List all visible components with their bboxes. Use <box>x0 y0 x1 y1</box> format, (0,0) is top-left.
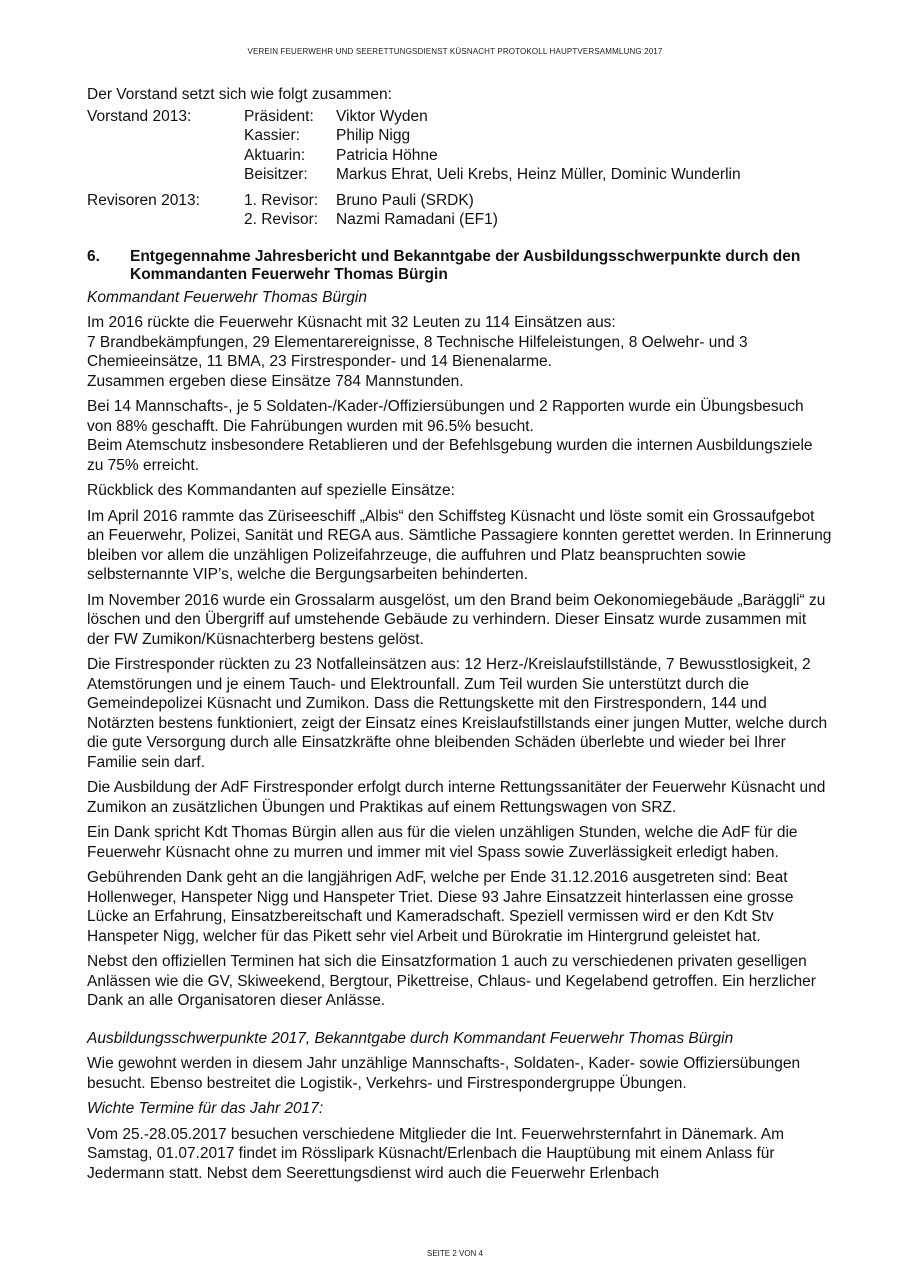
report-paragraph: Im November 2016 wurde ein Grossalarm ausgelöst, um den Brand beim Oekonomiegebäude „Baräggli“ zu löschen und den Übergriff auf umstehende Gebäude zu verhindern. Dieser Einsatz wurde zusammen mit der FW Zumikon/Küsnachterberg bestens gelöst. <box>87 591 826 648</box>
revisoren-table <box>87 191 832 230</box>
report-paragraph: Im 2016 rückte die Feuerwehr Küsnacht mit 32 Leuten zu 114 Einsätzen aus: 7 Brandbekämpfungen, 29 Elementarereignisse, 8 Technische Hilfeleistungen, 8 Oelwehr- und 3 Chemieeinsätze, 11 BMA, 23 Firstresponder- und 14 Bienenalarme. Zusammen ergeben diese Einsätze 784 Mannstunden. <box>87 314 748 390</box>
subtitle-termine: Wichte Termine für das Jahr 2017: <box>87 1100 324 1117</box>
role-label: Präsident: <box>244 107 314 125</box>
member-name: Philip Nigg <box>336 127 411 144</box>
report-paragraph: Die Firstresponder rückten zu 23 Notfalleinsätzen aus: 12 Herz-/Kreislaufstillstände, 7 Bewusstlosigkeit, 2 Atemstörungen und je einem Tauch- und Elektrounfall. Zum Teil wurden Sie unterstützt durch die Gemeindepolizei Küsnacht und Zumikon. Dass die Rettungskette mit den Firstrespondern, 144 und Notärzten bestens funktioniert, zeigt der Einsatz eines Kreislaufstillstands einer jungen Mutter, welche durch die gute Versorgung durch alle Einsatzkräfte ohne bleibenden Schäden überlebte und wieder bei Ihrer Familie sein darf. <box>87 656 828 771</box>
section-title: Entgegennahme Jahresbericht und Bekanntgabe der Ausbildungsschwerpunkte durch den Kommandanten Feuerwehr Thomas Bürgin <box>130 247 801 283</box>
report-paragraph: Rückblick des Kommandanten auf spezielle Einsätze: <box>87 482 455 499</box>
report-paragraph: Nebst den offiziellen Terminen hat sich die Einsatzformation 1 auch zu verschiedenen privaten geselligen Anlässen wie die GV, Skiweekend, Bergtour, Pikettreise, Chlaus- und Kegelabend getroffen. Ein herzlicher Dank an alle Organisatoren dieser Anlässe. <box>87 953 816 1009</box>
intro-text: Der Vorstand setzt sich wie folgt zusammen: <box>87 86 392 103</box>
role-label: Kassier: <box>244 127 300 144</box>
role-label: Beisitzer: <box>244 166 308 183</box>
subtitle-kommandant: Kommandant Feuerwehr Thomas Bürgin <box>87 288 367 306</box>
page-footer: SEITE 2 VON 4 <box>426 1249 484 1258</box>
document-body <box>87 85 832 1189</box>
member-name: Bruno Pauli (SRDK) <box>336 191 474 209</box>
section-heading <box>87 248 832 284</box>
member-name: Viktor Wyden <box>336 107 428 125</box>
section-number: 6. <box>87 247 100 265</box>
ausbildung-paragraph: Wie gewohnt werden in diesem Jahr unzählige Mannschafts-, Soldaten-, Kader- sowie Offiziersübungen besucht. Ebenso bestreitet die Logistik-, Verkehrs- und Firstrespondergruppe Übungen. <box>87 1055 801 1092</box>
member-name: Nazmi Ramadani (EF1) <box>336 211 498 228</box>
report-paragraphs <box>87 313 832 1011</box>
member-name: Markus Ehrat, Ueli Krebs, Heinz Müller, Dominic Wunderlin <box>336 166 741 183</box>
role-label: Aktuarin: <box>244 146 306 164</box>
revisoren-label: Revisoren 2013: <box>87 191 200 209</box>
report-paragraph: Gebührenden Dank geht an die langjährigen AdF, welche per Ende 31.12.2016 ausgetreten sind: Beat Hollenweger, Hanspeter Nigg und Hanspeter Triet. Diese 93 Jahre Einsatzzeit hinterlassen eine grosse Lücke an Erfahrung, Einsatzbereitschaft und Kameradschaft. Speziell vermissen wird er den Kdt Stv Hanspeter Nigg, welcher für das Pikett sehr viel Arbeit und Bürokratie im Hintergrund geleistet hat. <box>87 869 794 945</box>
vorstand-label: Vorstand 2013: <box>87 107 192 125</box>
member-name: Patricia Höhne <box>336 146 438 164</box>
report-paragraph: Die Ausbildung der AdF Firstresponder erfolgt durch interne Rettungssanitäter der Feuerwehr Küsnacht und Zumikon an zusätzlichen Übungen und Praktikas auf einem Rettungswagen von SRZ. <box>87 779 826 816</box>
vorstand-table <box>87 107 832 185</box>
role-label: 2. Revisor: <box>244 211 319 228</box>
report-paragraph: Im April 2016 rammte das Züriseeschiff „Albis“ den Schiffsteg Küsnacht und löste somit ein Grossaufgebot an Feuerwehr, Polizei, Sanität und REGA aus. Sämtliche Passagiere konnten gerettet werden. In Erinnerung bleiben vor allem die unzähligen Polizeifahrzeuge, die auffuhren und Platz beanspruchten sowie selbsternannte VIP’s, welche die Bergungsarbeiten behinderten. <box>87 507 832 583</box>
role-label: 1. Revisor: <box>244 191 319 209</box>
report-paragraph: Ein Dank spricht Kdt Thomas Bürgin allen aus für die vielen unzähligen Stunden, welche die AdF für die Feuerwehr Küsnacht ohne zu murren und immer mit viel Spass sowie Zuverlässigkeit erledigt haben. <box>87 824 798 861</box>
page-header: VEREIN FEUERWEHR UND SEERETTUNGSDIENST KÜSNACHT PROTOKOLL HAUPTVERSAMMLUNG 2017 <box>247 47 663 56</box>
report-paragraph: Bei 14 Mannschafts-, je 5 Soldaten-/Kader-/Offiziersübungen und 2 Rapporten wurde ein Übungsbesuch von 88% geschafft. Die Fahrübungen wurden mit 96.5% besucht. Beim Atemschutz insbesondere Retablieren und der Befehlsgebung wurden die internen Ausbildungsziele zu 75% erreicht. <box>87 398 813 474</box>
subtitle-ausbildung: Ausbildungsschwerpunkte 2017, Bekanntgabe durch Kommandant Feuerwehr Thomas Bürgin <box>87 1029 734 1047</box>
termine-paragraph: Vom 25.-28.05.2017 besuchen verschiedene Mitglieder die Int. Feuerwehrsternfahrt in Dänemark. Am Samstag, 01.07.2017 findet im Rösslipark Küsnacht/Erlenbach die Hauptübung mit einem Anlass für Jedermann statt. Nebst dem Seerettungsdienst wird auch die Feuerwehr Erlenbach <box>87 1125 785 1182</box>
